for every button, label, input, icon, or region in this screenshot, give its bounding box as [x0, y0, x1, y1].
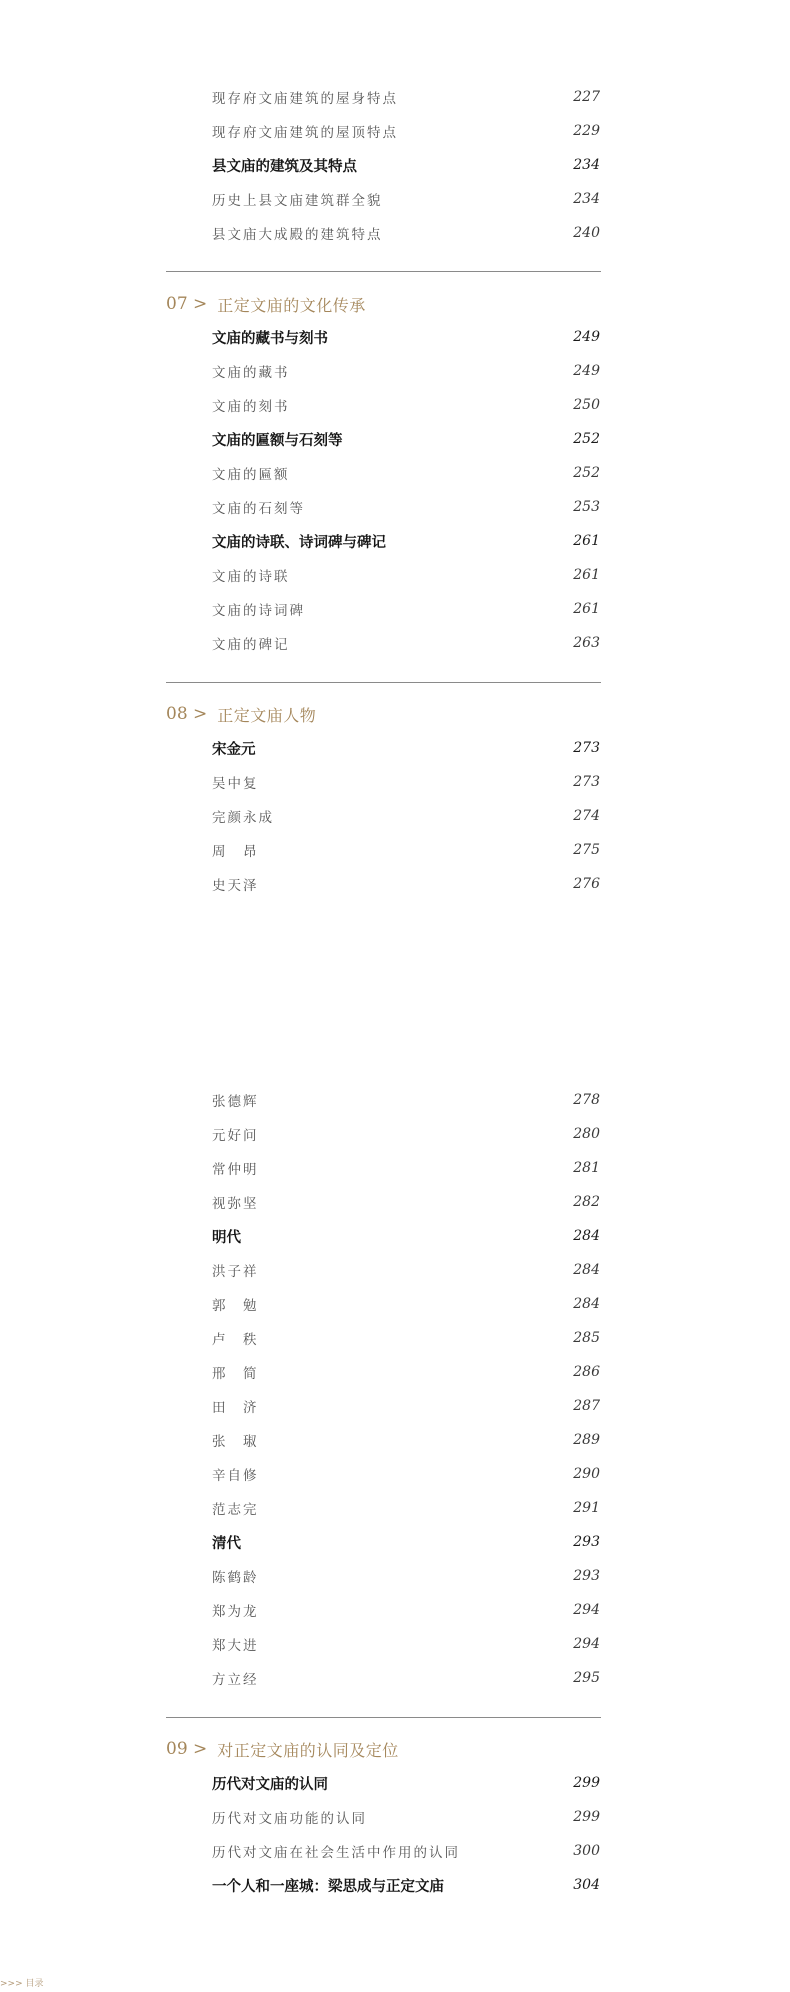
chapter-heading[interactable] — [166, 1732, 399, 1766]
entry-page: 273 — [573, 774, 600, 790]
entry-page: 285 — [573, 1330, 600, 1346]
entry-title: 吴中复 — [212, 776, 259, 792]
toc-entry[interactable] — [212, 1661, 600, 1695]
toc-entry[interactable] — [212, 1185, 600, 1219]
entry-page: 227 — [573, 89, 600, 105]
entry-title: 郑为龙 — [212, 1604, 259, 1620]
toc-entry[interactable] — [212, 456, 600, 490]
chapter-number: 08 > — [166, 704, 208, 724]
entry-title: 文庙的碑记 — [212, 637, 290, 653]
entry-page: 249 — [573, 329, 600, 345]
entry-title: 邢 简 — [212, 1366, 259, 1382]
entry-page: 295 — [573, 1670, 600, 1686]
entry-page: 253 — [573, 499, 600, 515]
entry-page: 294 — [573, 1636, 600, 1652]
entry-page: 261 — [573, 601, 600, 617]
entry-page: 240 — [573, 225, 600, 241]
entry-title: 郑大进 — [212, 1638, 259, 1654]
entry-title: 视弥坚 — [212, 1196, 259, 1212]
entry-page: 263 — [573, 635, 600, 651]
entry-title: 史天泽 — [212, 878, 259, 894]
toc-entry[interactable] — [212, 799, 600, 833]
entry-page: 282 — [573, 1194, 600, 1210]
entry-page: 275 — [573, 842, 600, 858]
chapter-title: 正定文庙人物 — [217, 705, 317, 725]
toc-entry-main[interactable] — [212, 1525, 600, 1559]
entry-page: 286 — [573, 1364, 600, 1380]
entry-page: 261 — [573, 533, 600, 549]
entry-title: 县文庙的建筑及其特点 — [212, 158, 357, 175]
entry-page: 284 — [573, 1296, 600, 1312]
toc-entry[interactable] — [212, 80, 600, 114]
entry-page: 287 — [573, 1398, 600, 1414]
chapter-title: 对正定文庙的认同及定位 — [217, 1740, 399, 1760]
toc-entry-main[interactable] — [212, 422, 600, 456]
chapter-heading[interactable] — [166, 287, 366, 321]
entry-page: 299 — [573, 1809, 600, 1825]
entry-title: 方立经 — [212, 1672, 259, 1688]
entry-title: 历代对文庙功能的认同 — [212, 1811, 367, 1827]
chapter-title: 正定文庙的文化传承 — [217, 295, 366, 315]
toc-entry[interactable] — [212, 388, 600, 422]
toc-entry-main[interactable] — [212, 1766, 600, 1800]
toc-entry[interactable] — [212, 1627, 600, 1661]
toc-entry[interactable] — [212, 1593, 600, 1627]
toc-entry[interactable] — [212, 765, 600, 799]
entry-title: 田 济 — [212, 1400, 259, 1416]
entry-page: 278 — [573, 1092, 600, 1108]
entry-page: 294 — [573, 1602, 600, 1618]
toc-entry[interactable] — [212, 626, 600, 660]
entry-page: 299 — [573, 1775, 600, 1791]
entry-title: 文庙的诗联、诗词碑与碑记 — [212, 534, 386, 551]
entry-title: 文庙的藏书 — [212, 365, 290, 381]
toc-entry[interactable] — [212, 182, 600, 216]
toc-entry[interactable] — [212, 833, 600, 867]
toc-entry-main[interactable] — [212, 320, 600, 354]
entry-title: 宋金元 — [212, 741, 256, 758]
entry-title: 周 昂 — [212, 844, 259, 860]
entry-title: 范志完 — [212, 1502, 259, 1518]
entry-title: 明代 — [212, 1229, 241, 1246]
toc-entry[interactable] — [212, 354, 600, 388]
toc-entry[interactable] — [212, 1491, 600, 1525]
entry-page: 252 — [573, 465, 600, 481]
entry-page: 276 — [573, 876, 600, 892]
toc-entry[interactable] — [212, 1083, 600, 1117]
entry-page: 281 — [573, 1160, 600, 1176]
toc-entry[interactable] — [212, 1355, 600, 1389]
entry-page: 284 — [573, 1262, 600, 1278]
entry-title: 常仲明 — [212, 1162, 259, 1178]
entry-title: 张德辉 — [212, 1094, 259, 1110]
entry-page: 289 — [573, 1432, 600, 1448]
entry-title: 历代对文庙在社会生活中作用的认同 — [212, 1845, 460, 1861]
entry-page: 274 — [573, 808, 600, 824]
entry-page: 249 — [573, 363, 600, 379]
entry-page: 229 — [573, 123, 600, 139]
entry-page: 252 — [573, 431, 600, 447]
entry-title: 一个人和一座城：梁思成与正定文庙 — [212, 1878, 444, 1895]
footer-contents-marker: >>> 目录 — [0, 1979, 44, 1989]
entry-page: 234 — [573, 191, 600, 207]
entry-title: 洪子祥 — [212, 1264, 259, 1280]
entry-title: 文庙的诗联 — [212, 569, 290, 585]
toc-entry[interactable] — [212, 490, 600, 524]
toc-entry[interactable] — [212, 216, 600, 250]
entry-title: 历史上县文庙建筑群全貌 — [212, 193, 383, 209]
entry-title: 文庙的石刻等 — [212, 501, 305, 517]
toc-entry[interactable] — [212, 1117, 600, 1151]
entry-title: 文庙的刻书 — [212, 399, 290, 415]
toc-entry[interactable] — [212, 1457, 600, 1491]
toc-entry[interactable] — [212, 867, 600, 901]
entry-page: 300 — [573, 1843, 600, 1859]
chapter-number: 09 > — [166, 1739, 208, 1759]
entry-page: 291 — [573, 1500, 600, 1516]
toc-entry[interactable] — [212, 1253, 600, 1287]
toc-entry[interactable] — [212, 1559, 600, 1593]
entry-page: 273 — [573, 740, 600, 756]
entry-title: 清代 — [212, 1535, 241, 1552]
section-divider — [166, 682, 601, 683]
entry-title: 文庙的藏书与刻书 — [212, 330, 328, 347]
entry-title: 文庙的诗词碑 — [212, 603, 305, 619]
toc-entry[interactable] — [212, 1321, 600, 1355]
toc-entry[interactable] — [212, 558, 600, 592]
toc-entry[interactable] — [212, 1389, 600, 1423]
entry-title: 元好问 — [212, 1128, 259, 1144]
entry-title: 文庙的匾额与石刻等 — [212, 432, 343, 449]
entry-page: 234 — [573, 157, 600, 173]
section-divider — [166, 1717, 601, 1718]
toc-entry-main[interactable] — [212, 1868, 600, 1902]
entry-page: 290 — [573, 1466, 600, 1482]
entry-title: 文庙的匾额 — [212, 467, 290, 483]
entry-title: 县文庙大成殿的建筑特点 — [212, 227, 383, 243]
entry-page: 293 — [573, 1534, 600, 1550]
entry-page: 284 — [573, 1228, 600, 1244]
entry-title: 现存府文庙建筑的屋身特点 — [212, 91, 398, 107]
entry-page: 261 — [573, 567, 600, 583]
entry-title: 辛自修 — [212, 1468, 259, 1484]
toc-entry[interactable] — [212, 1800, 600, 1834]
entry-title: 完颜永成 — [212, 810, 274, 826]
toc-entry[interactable] — [212, 114, 600, 148]
toc-entry-main[interactable] — [212, 1219, 600, 1253]
entry-title: 张 琡 — [212, 1434, 259, 1450]
entry-page: 293 — [573, 1568, 600, 1584]
entry-page: 280 — [573, 1126, 600, 1142]
toc-entry[interactable] — [212, 1287, 600, 1321]
entry-page: 250 — [573, 397, 600, 413]
entry-title: 郭 勉 — [212, 1298, 259, 1314]
toc-entry-main[interactable] — [212, 524, 600, 558]
toc-entry[interactable] — [212, 1151, 600, 1185]
toc-entry[interactable] — [212, 1834, 600, 1868]
entry-page: 304 — [573, 1877, 600, 1893]
toc-entry[interactable] — [212, 1423, 600, 1457]
chapter-number: 07 > — [166, 294, 208, 314]
toc-entry-main[interactable] — [212, 148, 600, 182]
entry-title: 历代对文庙的认同 — [212, 1776, 328, 1793]
entry-title: 现存府文庙建筑的屋顶特点 — [212, 125, 398, 141]
toc-entry[interactable] — [212, 592, 600, 626]
toc-entry-main[interactable] — [212, 731, 600, 765]
entry-title: 卢 秩 — [212, 1332, 259, 1348]
section-divider — [166, 271, 601, 272]
chapter-heading[interactable] — [166, 697, 316, 731]
entry-title: 陈鹤龄 — [212, 1570, 259, 1586]
